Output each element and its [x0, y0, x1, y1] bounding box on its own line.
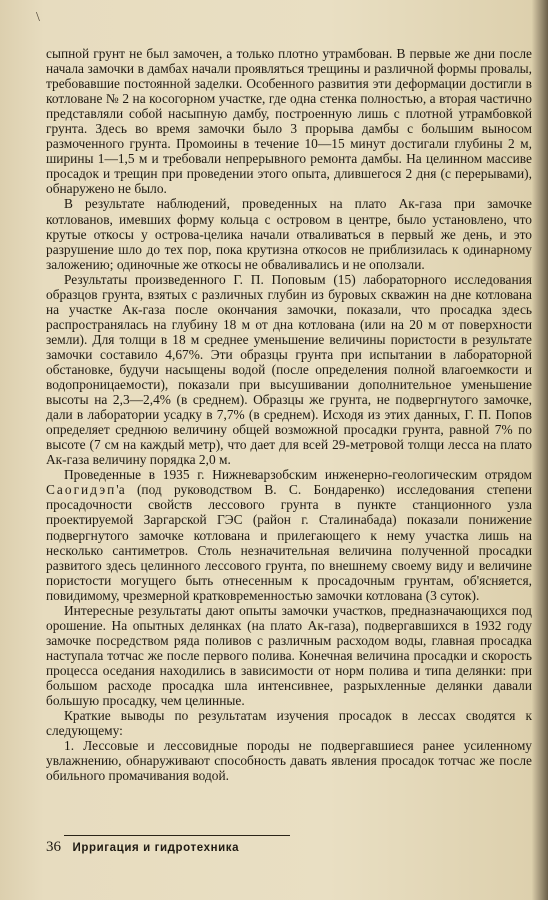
paragraph-4-spaced-name: Саогидэп [46, 482, 117, 498]
paragraph-1: сыпной грунт не был замочен, а только плотно утрамбован. В первые же дни после начала замочки в дамбах начали проявляться трещины и различной формы провалы, требовавшие постоянной заделки. Особенного развития эти деформации достигли в котловане № 2 на косогорном участке, где одна стенка полностью, а вторая частично представляли собой насыпную дамбу, построенную лишь с плотной утрамбовкой грунта. Здесь во время замочки было 3 прорыва дамбы с большим выносом размоченного грунта. Промоины в течение 10—15 минут достигали глубины 2 м, ширины 1—1,5 м и требовали непрерывного ремонта дамбы. На целинном массиве просадок и трещин при проведении этого опыта, длившегося 2 дня (с перерывами), обнаружено не было. [46, 46, 532, 197]
corner-mark: \ [36, 10, 40, 25]
paragraph-4-rest: 'а (под руководством В. С. Бондаренко) исследования степени просадочности свойств лессового грунта в пункте станционного узла проектируемой Заргарской ГЭС (район г. Сталинабада) показали понижение подвергнутого замочке котлована и прилегающего к нему участка лишь на несколько сантиметров. Столь незначительная величина полученной просадки развитого здесь целинного лессового грунта, по внешнему своему виду и величине пористости могущего быть отнесенным к просадочным грунтам, об'ясняется, повидимому, чрезмерной кратковременностью замочки котлована (3 суток). [46, 482, 532, 603]
paragraph-4-start: Проведенные в 1935 г. Нижневарзобским инженерно-геологическим отрядом [64, 467, 532, 483]
body-text [46, 46, 532, 783]
paragraph-7: 1. Лессовые и лессовидные породы не подвергавшиеся ранее усиленному увлажнению, обнаруживают способность давать явления просадок тотчас же после обильного промачивания водой. [46, 738, 532, 784]
footer-rule [64, 835, 290, 836]
paragraph-3: Результаты произведенного Г. П. Поповым (15) лабораторного исследования образцов грунта, взятых с различных глубин из буровых скважин на дне котлована на участке Ак-газа после окончания замочки, показали, что просадка здесь распространялась на глубину 18 м от дна котлована (или на 20 м от поверхности земли). Для толщи в 18 м среднее уменьшение величины пористости в результате замочки составило 4,67%. Эти образцы грунта при испытании в лабораторной обстановке, будучи насыщены водой (после определения полной влагоемкости и водопроницаемости), показали при высушивании дополнительное уменьшение высоты на 2,3—2,4% (в среднем). Образцы же грунта, не подвергнутого замочке, дали в лаборатории усадку в 7,7% (в среднем). Исходя из этих данных, Г. П. Попов определяет среднюю величину общей возможной просадки грунта, равной 7% по высоте (7 см на каждый метр), что дает для всей 29-метровой толщи лесса на плато Ак-газа величину порядка 2,0 м. [46, 271, 532, 468]
journal-title: Ирригация и гидротехника [72, 842, 240, 854]
page-footer [46, 839, 306, 856]
page-number: 36 [46, 839, 61, 855]
paragraph-6: Краткие выводы по результатам изучения просадок в лессах сводятся к следующему: [46, 708, 532, 739]
paragraph-2: В результате наблюдений, проведенных на плато Ак-газа при замочке котлованов, имевших форму кольца с островом в центре, было установлено, что крутые откосы у острова-целика начали отваливаться в первый же день, и это разрушение шло до тех пор, пока крутизна откосов не приблизилась к одинарному заложению; одиночные же откосы не обваливались и не оползали. [46, 196, 532, 272]
paragraph-5: Интересные результаты дают опыты замочки участков, предназначающихся под орошение. На опытных делянках (на плато Ак-газа), подвергавшихся в 1932 году замочке посредством ряда поливов с различным расходом воды, главная просадка наступала тотчас же после первого полива. Конечная величина просадки и скорость процесса оседания находились в зависимости от норм полива и типа делянки: при большом расходе просадка шла интенсивнее, разрыхленные делянки давали большую просадку, чем целинные. [46, 602, 532, 709]
paragraph-4 [46, 467, 532, 602]
